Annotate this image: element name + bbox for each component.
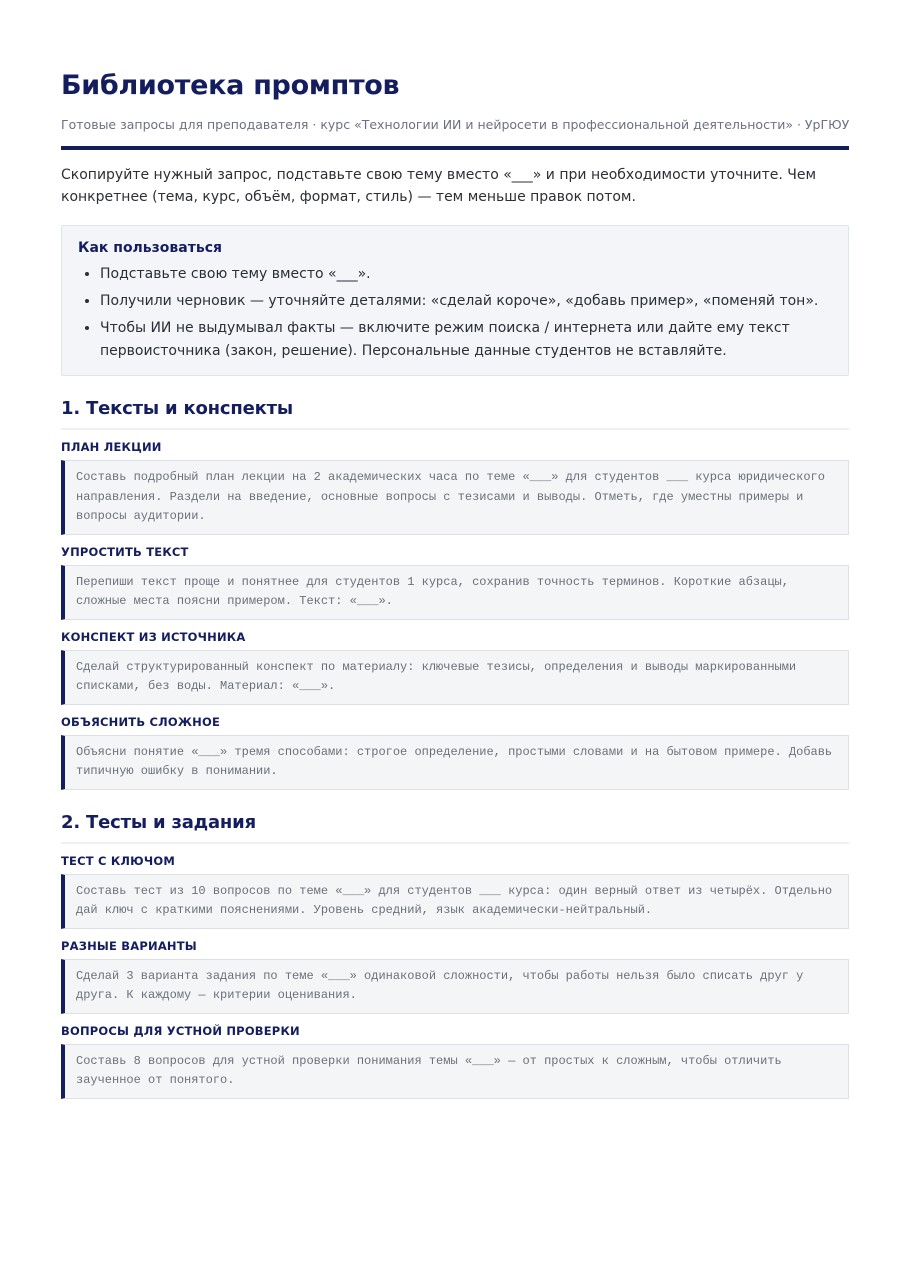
prompt-label: ПЛАН ЛЕКЦИИ xyxy=(61,440,162,454)
how-to-list xyxy=(78,263,832,363)
page-title: Библиотека промптов xyxy=(61,70,400,101)
how-to-box xyxy=(61,225,849,376)
intro-paragraph: Скопируйте нужный запрос, подставьте свою тему вместо «___» и при необходимости уточните. Чем конкретнее (тема, курс, объём, формат, стиль) — тем меньше правок потом. xyxy=(61,167,817,205)
prompt-block[interactable]: Составь 8 вопросов для устной проверки понимания темы «___» — от простых к сложным, чтобы отличить заученное от понятого. xyxy=(61,1044,849,1099)
prompt-label: УПРОСТИТЬ ТЕКСТ xyxy=(61,544,189,559)
prompt-label: КОНСПЕКТ ИЗ ИСТОЧНИКА xyxy=(61,629,246,644)
section-title-tests: 2. Тесты и задания xyxy=(61,810,849,844)
how-to-item: • Подставьте свою тему вместо «___». xyxy=(100,263,832,286)
prompt-label: ОБЪЯСНИТЬ СЛОЖНОЕ xyxy=(61,714,221,729)
header-divider xyxy=(61,146,849,150)
how-to-item: • Получили черновик — уточняйте деталями: «сделай короче», «добавь пример», «поменяй тон». xyxy=(100,290,832,313)
prompt-block[interactable]: Составь тест из 10 вопросов по теме «___» для студентов ___ курса: один верный ответ из четырёх. Отдельно дай ключ с краткими пояснениями. Уровень средний, язык академически-нейтральный. xyxy=(61,874,849,929)
prompt-label: РАЗНЫЕ ВАРИАНТЫ xyxy=(61,938,197,953)
how-to-item: • Чтобы ИИ не выдумывал факты — включите режим поиска / интернета или дайте ему текст первоисточника (закон, решение). Персональные данные студентов не вставляйте. xyxy=(100,317,832,363)
prompt-block[interactable]: Перепиши текст проще и понятнее для студентов 1 курса, сохранив точность терминов. Короткие абзацы, сложные места поясни примером. Текст: «___». xyxy=(61,565,849,620)
prompt-block[interactable]: Сделай структурированный конспект по материалу: ключевые тезисы, определения и выводы маркированными списками, без воды. Материал: «___». xyxy=(61,650,849,705)
prompt-block[interactable]: Составь подробный план лекции на 2 академических часа по теме «___» для студентов ___ курса юридического направления. Раздели на введение, основные вопросы с тезисами и выводы. Отметь, где уместны примеры и вопросы аудитории. xyxy=(61,460,849,535)
prompt-label: ВОПРОСЫ ДЛЯ УСТНОЙ ПРОВЕРКИ xyxy=(61,1023,300,1038)
section-title-texts: 1. Тексты и конспекты xyxy=(61,396,849,430)
prompt-label: ТЕСТ С КЛЮЧОМ xyxy=(61,853,175,868)
prompt-block[interactable]: Сделай 3 варианта задания по теме «___» одинаковой сложности, чтобы работы нельзя было списать друг у друга. К каждому — критерии оценивания. xyxy=(61,959,849,1014)
page-subtitle: Готовые запросы для преподавателя · курс «Технологии ИИ и нейросети в профессиональной деятельности» · УрГЮУ xyxy=(61,117,850,132)
how-to-title: Как пользоваться xyxy=(78,240,222,256)
prompt-block[interactable]: Объясни понятие «___» тремя способами: строгое определение, простыми словами и на бытовом примере. Добавь типичную ошибку в понимании. xyxy=(61,735,849,790)
